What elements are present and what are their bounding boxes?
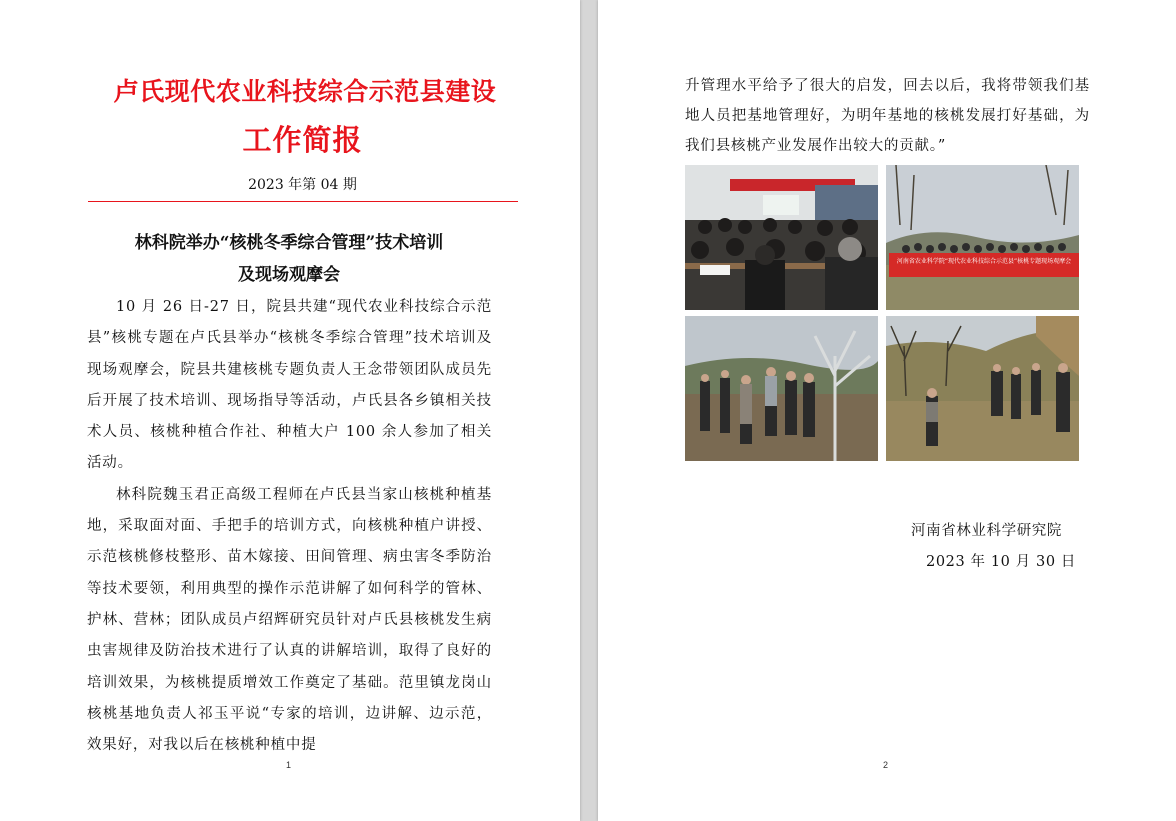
issue-number: 2023 年第 04 期 (248, 177, 357, 193)
article-headline: 林科院举办“核桃冬季综合管理”技术培训 (134, 233, 444, 253)
document-page-1 (0, 0, 580, 821)
article-body (87, 292, 492, 761)
article-headline-line2: 及现场观摩会 (238, 265, 340, 285)
document-page-2 (598, 0, 1176, 821)
article-body-continued: 升管理水平给予了很大的启发，回去以后，我将带领我们基地人员把基地管理好，为明年基地的核桃发展打好基础，为我们县核桃产业发展作出较大的贡献。” (685, 78, 1090, 154)
bulletin-subtitle: 工作简报 (242, 123, 363, 157)
orchard-visit-photo (886, 316, 1079, 461)
pruning-demo-photo (685, 316, 878, 461)
banner-text: 河南省农业科学院“现代农业科技综合示范县”核桃专题现场观摩会 (896, 258, 1072, 265)
paragraph: 林科院魏玉君正高级工程师在卢氏县当家山核桃种植基地，采取面对面、手把手的培训方式，向核桃种植户讲授、示范核桃修枝整形、苗木嫁接、田间管理、病虫害冬季防治等技术要领，利用典型的操作示范讲解了如何科学的管林、护林、营林；团队成员卢绍辉研究员针对卢氏县核桃发生病虫害规律及防治技术进行了认真的讲解培训，取得了良好的培训效果，为核桃提质增效工作奠定了基础。范里镇龙岗山核桃基地负责人祁玉平说“专家的培训，边讲解、边示范，效果好，对我以后在核桃种植中提 (87, 486, 492, 754)
issue-date: 2023 年 10 月 30 日 (926, 554, 1076, 570)
organization-name: 河南省林业科学研究院 (911, 523, 1062, 539)
page-number: 1 (286, 760, 292, 770)
paragraph: 10 月 26 日-27 日，院县共建“现代农业科技综合示范县”核桃专题在卢氏县举办“核桃冬季综合管理”技术培训及现场观摩会，院县共建核桃专题负责人王念带领团队成员先后开展了技术培训、现场指导等活动，卢氏县各乡镇相关技术人员、核桃种植合作社、种植大户 100 余人参加了相关活动。 (87, 299, 492, 472)
bulletin-title: 卢氏现代农业科技综合示范县建设 (113, 77, 497, 106)
group-banner-photo (886, 165, 1079, 310)
red-divider (88, 201, 518, 202)
page-number: 2 (883, 760, 889, 770)
training-hall-photo (685, 165, 878, 310)
